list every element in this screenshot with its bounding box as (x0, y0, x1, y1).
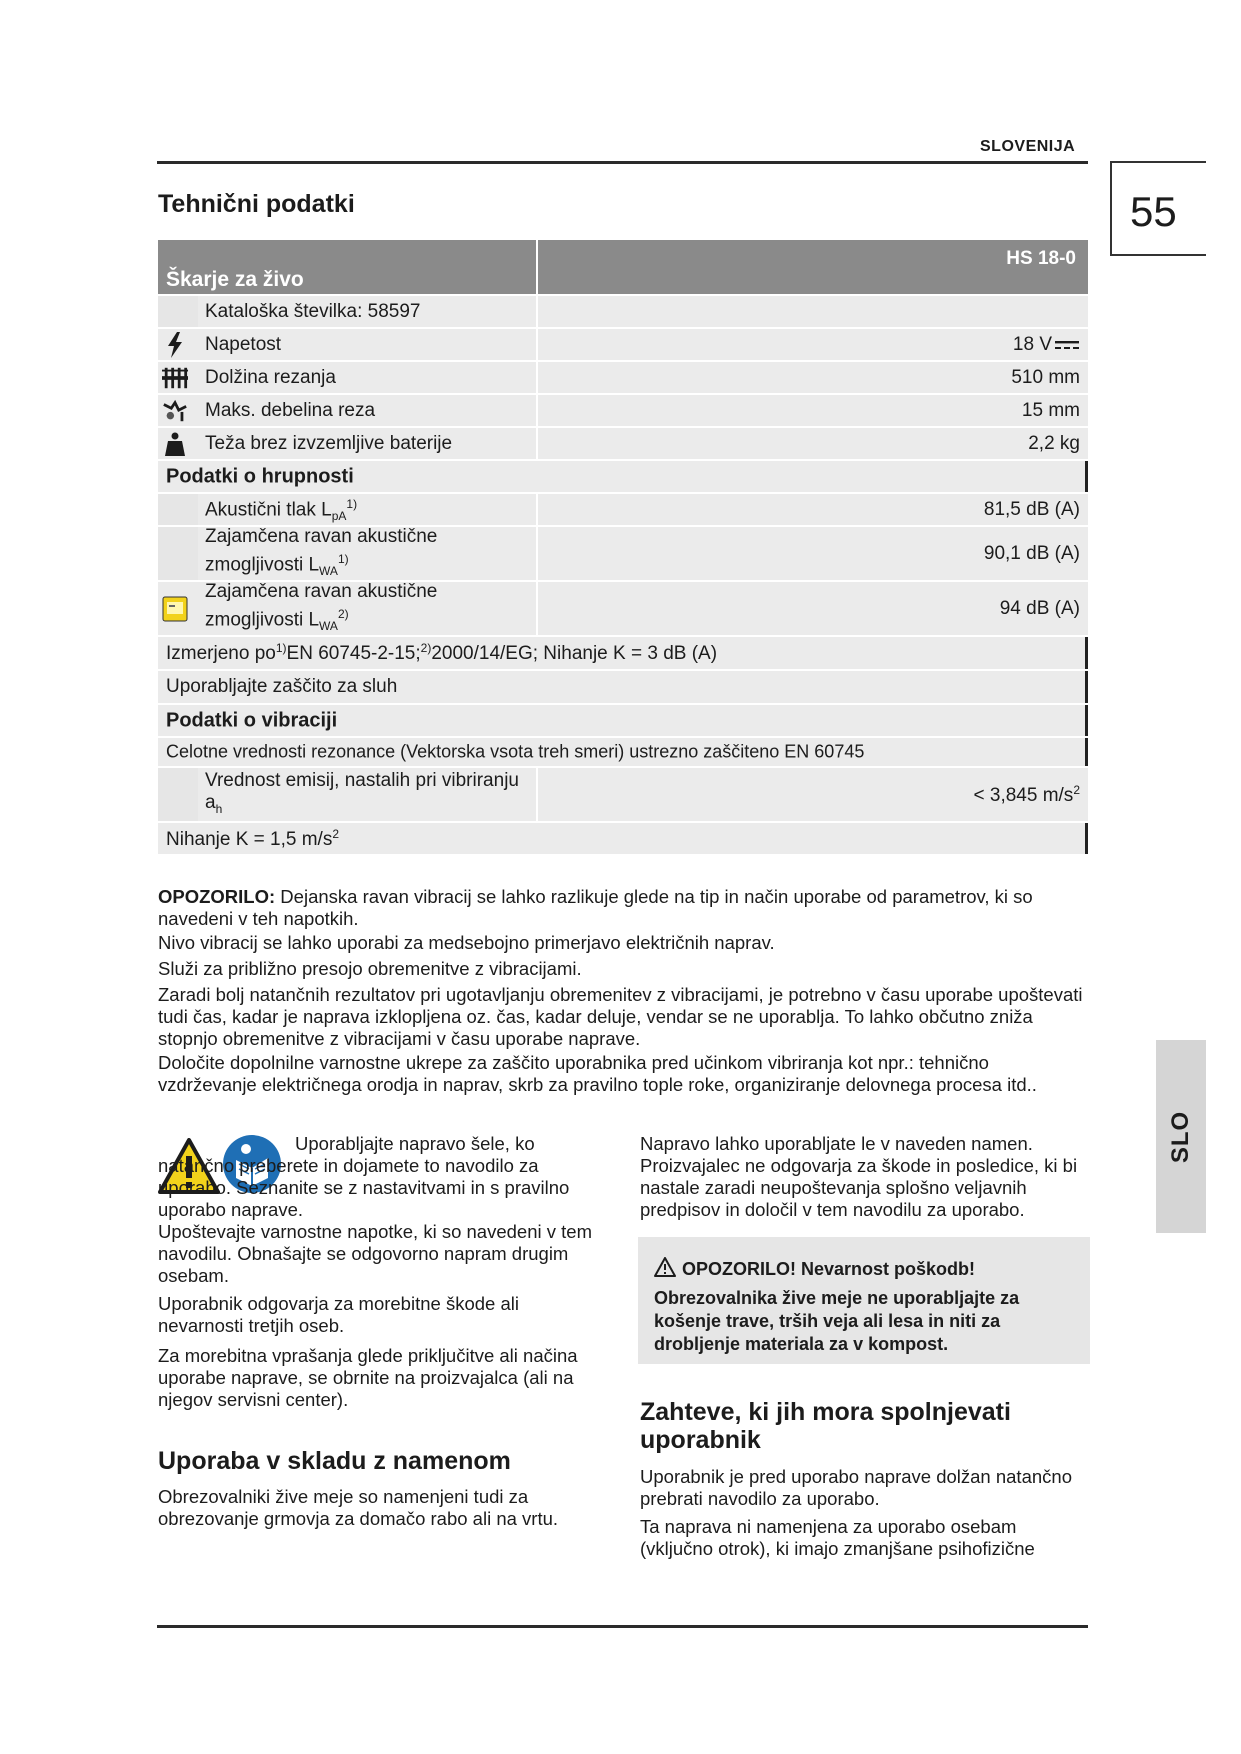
catalog-number: Kataloška številka: 58597 (205, 300, 421, 322)
section-title: Tehnični podatki (158, 190, 355, 218)
injury-warning-title-wrap (654, 1257, 975, 1280)
warning-paragraph: Nivo vibracij se lahko uporabi za medsebojno primerjavo električnih naprav. (158, 932, 775, 953)
row-label (205, 492, 357, 526)
paragraph: Uporabnik odgovarja za morebitne škode ali nevarnosti tretjih oseb. (158, 1293, 519, 1336)
row-label: Teža brez izvzemljive baterije (205, 432, 453, 454)
model-label: HS 18-0 (1006, 248, 1076, 269)
icon-cell (158, 527, 198, 580)
vibration-heading: Podatki o vibraciji (166, 709, 338, 731)
noise-heading: Podatki o hrupnosti (166, 465, 354, 487)
row-label: Dolžina rezanja (205, 366, 336, 388)
right-column-text (640, 1466, 1090, 1560)
label-text: a (205, 791, 216, 813)
hearing-row (158, 671, 1088, 705)
row-label (205, 580, 437, 636)
injury-warning-text: Obrezovalnika žive meje ne uporabljajte za košenje trave, trših veja ali lesa in niti za drobljenje materiala za v kompost. (654, 1288, 1020, 1354)
warning-small-icon (654, 1257, 676, 1277)
superscript: 1) (337, 551, 349, 566)
row-value (1013, 334, 1080, 356)
column-divider (536, 428, 538, 459)
country-label: SLOVENIJA (980, 138, 1076, 155)
table-row (158, 362, 1088, 395)
row-label (205, 525, 437, 581)
page-number: 55 (1130, 188, 1177, 235)
paragraph: Ta naprava ni namenjena za uporabo osebam (vključno otrok), ki imajo zmanjšane psihofizične (640, 1516, 1035, 1559)
subscript: pA (331, 508, 347, 523)
column-divider (536, 527, 538, 580)
table-row (158, 768, 1088, 823)
row-right-bar (1085, 461, 1088, 492)
warning-paragraph: Zaradi bolj natančnih rezultatov pri ugotavljanju obremenitev z vibracijami, je potrebno v času uporabe upoštevati tudi čas, kadar je naprava izklopljena oz. čas, kadar deluje, vendar se ne uporablja. To lahko občutno zniža stopnjo obremenitve z vibracijami v času uporabe naprave. (158, 984, 1083, 1049)
column-divider (536, 582, 538, 635)
subscript: WA (319, 563, 338, 578)
row-label (205, 770, 519, 820)
product-label: Škarje za živo (166, 268, 304, 291)
branch-thickness-icon (162, 398, 188, 424)
table-header-row (158, 240, 1088, 296)
intro-paragraph: Uporabljajte napravo šele, ko natančno preberete in dojamete to navodilo za uporabo. Seznanite se z nastavitvami in s pravilno uporabo naprave. (158, 1133, 570, 1220)
row-value: 81,5 dB (A) (983, 498, 1080, 520)
label-text: Akustični tlak L (205, 498, 332, 520)
superscript: 2 (332, 826, 340, 841)
language-tab-label: SLO (1167, 1110, 1194, 1163)
superscript: 2 (1073, 782, 1080, 797)
label-text: Zajamčena ravan akustične (205, 525, 438, 547)
row-value: 90,1 dB (A) (983, 542, 1080, 564)
language-side-tab (1156, 1040, 1206, 1233)
column-divider (536, 362, 538, 393)
bottom-rule (157, 1625, 1088, 1628)
tolerance-text (166, 826, 339, 850)
measured-part: EN 60745-2-15; (286, 643, 421, 665)
intended-use-paragraph: Obrezovalniki žive meje so namenjeni tudi za obrezovanje grmovja za domačo rabo ali na vrtu. (158, 1486, 559, 1529)
row-right-bar (1085, 671, 1088, 703)
paragraph: Upoštevajte varnostne napotke, ki so navedeni v tem navodilu. Obnašajte se odgovorno napram drugim osebam. (158, 1221, 592, 1286)
noise-label-icon (162, 596, 188, 622)
label-text: Vrednost emisij, nastalih pri vibriranju (205, 769, 519, 791)
user-requirements-heading: Zahteve, ki jih mora spolnjevati uporabnik (640, 1398, 1011, 1454)
table-row (158, 428, 1088, 461)
warning-label: OPOZORILO: (158, 886, 276, 907)
superscript: 1) (275, 640, 287, 655)
cutting-blade-icon (162, 365, 188, 391)
label-text: Zajamčena ravan akustične (205, 580, 438, 602)
value-text: < 3,845 m/s (973, 784, 1074, 806)
warning-paragraph (158, 886, 1088, 930)
lightning-bolt-icon (162, 332, 188, 358)
column-divider (536, 329, 538, 360)
top-rule (157, 161, 1088, 164)
icon-cell (158, 296, 198, 327)
row-right-bar (1085, 738, 1088, 766)
tolerance-row (158, 823, 1088, 856)
row-right-bar (1085, 823, 1088, 854)
icon-cell (158, 494, 198, 525)
vibration-total-row (158, 738, 1088, 768)
intended-use-heading: Uporaba v skladu z namenom (158, 1447, 511, 1475)
technical-data-table (158, 240, 1088, 856)
weight-icon (162, 431, 188, 457)
table-row (158, 395, 1088, 428)
row-value: 510 mm (1011, 366, 1080, 388)
subscript: WA (319, 618, 338, 633)
column-divider (536, 240, 538, 294)
row-value: 94 dB (A) (999, 597, 1080, 619)
paragraph: Uporabnik je pred uporabo naprave dolžan natančno prebrati navodilo za uporabo. (640, 1466, 1072, 1509)
vibration-heading-row (158, 705, 1088, 738)
superscript: 1) (346, 496, 358, 511)
column-divider (536, 395, 538, 426)
vibration-warning (158, 886, 1088, 1096)
injury-warning-box (638, 1237, 1090, 1364)
noise-heading-row (158, 461, 1088, 494)
voltage-value: 18 V (1012, 333, 1052, 355)
icon-cell (158, 768, 198, 821)
column-divider (536, 494, 538, 525)
table-row (158, 527, 1088, 582)
table-row (158, 582, 1088, 637)
hearing-protection-text: Uporabljajte zaščito za sluh (166, 676, 398, 697)
injury-warning-title: OPOZORILO! Nevarnost poškodb! (682, 1259, 976, 1279)
tolerance-part: Nihanje K = 1,5 m/s (166, 828, 333, 850)
measured-text (166, 641, 717, 665)
dc-symbol-icon (1054, 338, 1080, 352)
row-right-bar (1085, 705, 1088, 736)
superscript: 2) (420, 640, 432, 655)
label-text: zmogljivosti L (205, 553, 320, 575)
warning-paragraph: Določite dopolnilne varnostne ukrepe za zaščito uporabnika pred učinkom vibriranja kot npr.: tehnično vzdrževanje električnega orodja in naprav, skrb za pravilno tople roke, organiziranje delovnega procesa itd.. (158, 1052, 1037, 1095)
measured-part: 2000/14/EG; Nihanje K = 3 dB (A) (431, 643, 718, 665)
table-row (158, 494, 1088, 527)
row-label: Napetost (205, 333, 282, 355)
row-value: 15 mm (1021, 399, 1080, 421)
label-text: zmogljivosti L (205, 608, 320, 630)
row-right-bar (1085, 637, 1088, 669)
row-label: Maks. debelina reza (205, 399, 376, 421)
paragraph: Za morebitna vprašanja glede priključitve ali načina uporabe naprave, se obrnite na proizvajalca (ali na njegov servisni center). (158, 1345, 578, 1410)
right-intro-paragraph: Napravo lahko uporabljate le v naveden namen. Proizvajalec ne odgovarja za škode in posledice, ki bi nastale zaradi neupoštevanja splošno veljavnih predpisov in določil v tem navodilu za uporabo. (640, 1133, 1078, 1220)
vibration-total-text: Celotne vrednosti rezonance (Vektorska vsota treh smeri) ustrezno zaščiteno EN 60745 (166, 741, 865, 762)
column-divider (536, 296, 538, 327)
catalog-row (158, 296, 1088, 329)
warning-paragraph: Služi za približno presojo obremenitve z vibracijami. (158, 958, 582, 979)
warning-text: Dejanska ravan vibracij se lahko razlikuje glede na tip in način uporabe od parametrov, ki so navedeni v teh napotkih. (158, 886, 1033, 929)
left-column (158, 1133, 608, 1411)
superscript: 2) (337, 606, 349, 621)
measured-part: Izmerjeno po (166, 643, 276, 665)
measured-row (158, 637, 1088, 671)
row-value (974, 782, 1081, 806)
row-value: 2,2 kg (1028, 432, 1080, 454)
subscript: h (215, 801, 223, 816)
column-divider (536, 768, 538, 821)
table-row (158, 329, 1088, 362)
